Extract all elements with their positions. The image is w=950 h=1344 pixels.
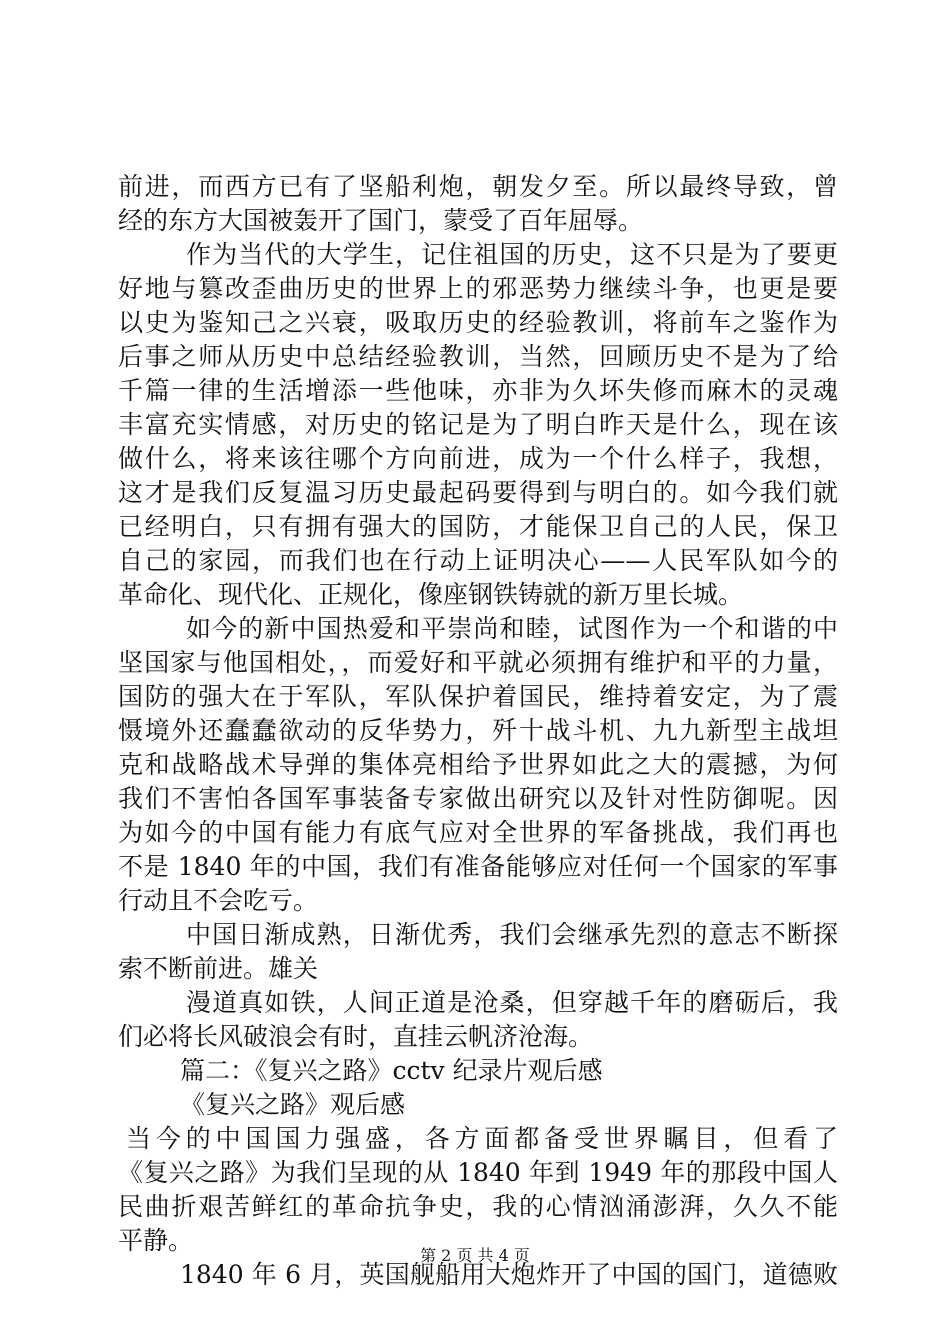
text-line: 后事之师从历史中总结经验教训，当然，回顾历史不是为了给 xyxy=(118,342,838,371)
text-line: 好地与篡改歪曲历史的世界上的邪恶势力继续斗争，也更是要 xyxy=(118,274,838,303)
page-footer xyxy=(0,1246,950,1266)
text-line: 经的东方大国被轰开了国门，蒙受了百年屈辱。 xyxy=(118,206,644,235)
text-line: 中国日渐成熟，日渐优秀，我们会继承先烈的意志不断探 xyxy=(186,920,838,949)
text-line: 如今的新中国热爱和平崇尚和睦，试图作为一个和谐的中 xyxy=(186,614,838,643)
text-line: 1840 年 6 月，英国舰船用大炮炸开了中国的国门，道德败 xyxy=(180,1260,838,1289)
text-line: 以史为鉴知己之兴衰，吸取历史的经验教训，将前车之鉴作为 xyxy=(118,308,838,337)
text-line: 当今的中国国力强盛，各方面都备受世界瞩目，但看了 xyxy=(126,1124,838,1153)
text-line: 慑境外还蠢蠢欲动的反华势力，歼十战斗机、九九新型主战坦 xyxy=(118,716,838,745)
text-line: 索不断前进。雄关 xyxy=(118,954,319,983)
text-line: 不是 1840 年的中国，我们有准备能够应对任何一个国家的军事 xyxy=(118,852,838,881)
text-line: 我们不害怕各国军事装备专家做出研究以及针对性防御呢。因 xyxy=(118,784,838,813)
text-line: 国防的强大在于军队，军队保护着国民，维持着安定，为了震 xyxy=(118,682,838,711)
text-line: 这才是我们反复温习历史最起码要得到与明白的。如今我们就 xyxy=(118,478,838,507)
text-line: 革命化、现代化、正规化，像座钢铁铸就的新万里长城。 xyxy=(118,580,744,609)
text-line: 作为当代的大学生，记住祖国的历史，这不只是为了要更 xyxy=(186,240,838,269)
text-line: 民曲折艰苦鲜红的革命抗争史，我的心情汹涌澎湃，久久不能 xyxy=(118,1192,838,1221)
text-line: 已经明白，只有拥有强大的国防，才能保卫自己的人民，保卫 xyxy=(118,512,838,541)
text-line: 千篇一律的生活增添一些他味，亦非为久坏失修而麻木的灵魂 xyxy=(118,376,838,405)
text-line: 自己的家园，而我们也在行动上证明决心——人民军队如今的 xyxy=(118,546,838,575)
text-line: 们必将长风破浪会有时，直挂云帆济沧海。 xyxy=(118,1022,594,1051)
text-line: 丰富充实情感，对历史的铭记是为了明白昨天是什么，现在该 xyxy=(118,410,838,439)
page-number: 第 2 页 共 4 页 xyxy=(420,1246,530,1265)
body-text xyxy=(118,170,838,1292)
text-line: 行动且不会吃亏。 xyxy=(118,886,319,915)
text-line: 做什么，将来该往哪个方向前进，成为一个什么样子，我想， xyxy=(118,444,838,473)
section-subheading: 《复兴之路》观后感 xyxy=(180,1090,406,1119)
text-line: 平静。 xyxy=(118,1226,194,1255)
text-line: 克和战略战术导弹的集体亮相给予世界如此之大的震撼，为何 xyxy=(118,750,838,779)
text-line: 《复兴之路》为我们呈现的从 1840 年到 1949 年的那段中国人 xyxy=(118,1158,838,1187)
text-line: 为如今的中国有能力有底气应对全世界的军备挑战，我们再也 xyxy=(118,818,838,847)
section-heading: 篇二：《复兴之路》cctv 纪录片观后感 xyxy=(180,1056,603,1085)
text-line: 坚国家与他国相处，，而爱好和平就必须拥有维护和平的力量， xyxy=(118,648,838,677)
text-line: 前进，而西方已有了坚船利炮，朝发夕至。所以最终导致，曾 xyxy=(118,172,838,201)
text-line: 漫道真如铁，人间正道是沧桑，但穿越千年的磨砺后，我 xyxy=(186,988,838,1017)
